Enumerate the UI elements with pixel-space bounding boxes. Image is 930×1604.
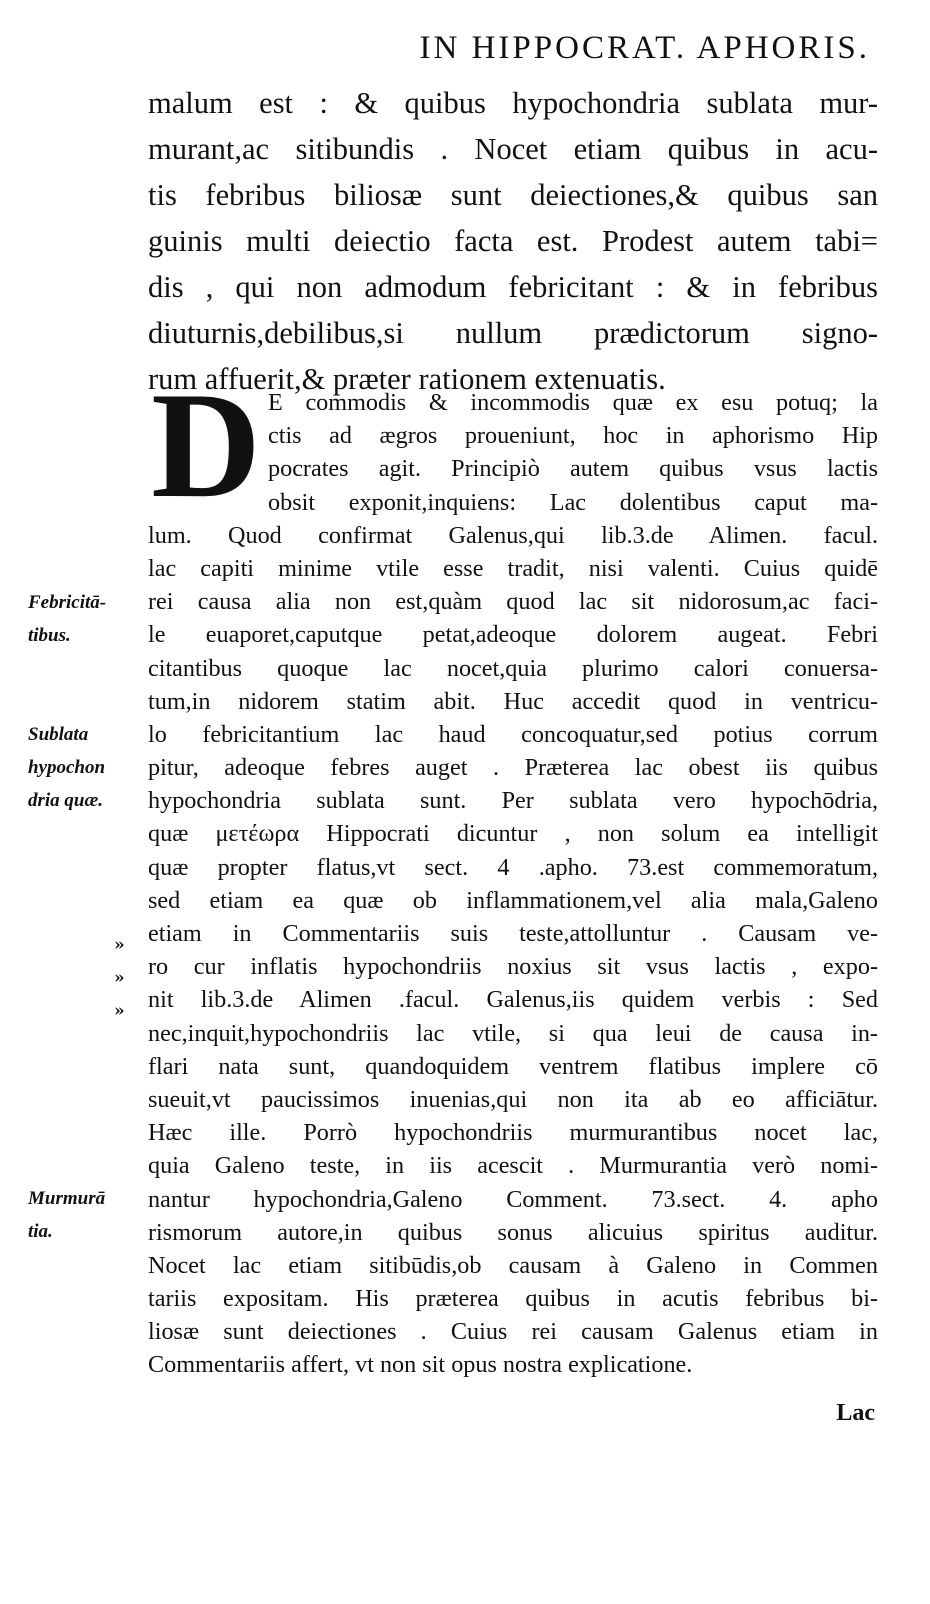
commentary-line: nec,inquit,hypochondriis lac vtile, si qua leui de causa in- bbox=[148, 1019, 878, 1047]
running-header: IN HIPPOCRAT. APHORIS. bbox=[419, 30, 870, 66]
commentary-line: pocrates agit. Principiò autem quibus vsus lactis bbox=[268, 455, 878, 483]
catchword: Lac bbox=[836, 1400, 875, 1426]
aphorism-line: tis febribus biliosæ sunt deiectiones,& quibus san bbox=[148, 178, 878, 212]
margin-note-sublata-hypochondria bbox=[28, 718, 140, 817]
commentary-line: lum. Quod confirmat Galenus,qui lib.3.de Alimen. facul. bbox=[148, 521, 878, 549]
commentary-line: le euaporet,caputque petat,adeoque dolorem augeat. Febri bbox=[148, 621, 878, 649]
commentary-line: tum,in nidorem statim abit. Huc accedit quod in ventricu- bbox=[148, 687, 878, 715]
margin-note-line: Murmurā bbox=[28, 1188, 106, 1209]
quotation-mark: » bbox=[114, 935, 125, 955]
commentary-line: etiam in Commentariis suis teste,attolluntur . Causam ve- bbox=[148, 920, 878, 947]
commentary-line: lo febricitantium lac haud concoquatur,sed potius corrum bbox=[148, 720, 878, 748]
commentary-line: ro cur inflatis hypochondriis noxius sit vsus lactis , expo- bbox=[148, 953, 878, 981]
commentary-line: liosæ sunt deiectiones . Cuius rei causam Galenus etiam in bbox=[148, 1318, 878, 1346]
aphorism-line: malum est : & quibus hypochondria sublata mur- bbox=[148, 86, 878, 120]
commentary-line: citantibus quoque lac nocet,quia plurimo calori conuersa- bbox=[148, 654, 878, 682]
commentary-line: rismorum autore,in quibus sonus alicuius spiritus auditur. bbox=[148, 1218, 878, 1246]
aphorism-line: murant,ac sitibundis . Nocet etiam quibus in acu- bbox=[148, 132, 878, 166]
margin-note-line: Febricitā- bbox=[28, 592, 107, 613]
commentary-line: quæ propter flatus,vt sect. 4 .apho. 73.est commemoratum, bbox=[148, 853, 878, 881]
commentary-line: lac capiti minime vtile esse tradit, nisi valenti. Cuius quidē bbox=[148, 554, 878, 582]
margin-note-line: tia. bbox=[28, 1221, 53, 1242]
commentary-line: Commentariis affert, vt non sit opus nostra explicatione. bbox=[148, 1351, 693, 1379]
commentary-line: Nocet lac etiam sitibūdis,ob causam à Galeno in Commen bbox=[148, 1251, 878, 1279]
margin-note-line: hypochon bbox=[28, 757, 106, 778]
commentary-line: hypochondria sublata sunt. Per sublata vero hypochōdria, bbox=[148, 787, 878, 815]
drop-cap-initial: D bbox=[151, 361, 261, 529]
margin-note-line: tibus. bbox=[28, 625, 71, 646]
commentary-line: flari nata sunt, quandoquidem ventrem flatibus implere cō bbox=[148, 1052, 878, 1080]
commentary-line: nantur hypochondria,Galeno Comment. 73.sect. 4. apho bbox=[148, 1185, 878, 1213]
margin-note-line: Sublata bbox=[28, 724, 89, 745]
commentary-line: quia Galeno teste, in iis acescit . Murmurantia verò nomi- bbox=[148, 1152, 878, 1180]
quotation-mark: » bbox=[114, 1001, 125, 1021]
aphorism-text bbox=[148, 80, 878, 402]
commentary-line: rei causa alia non est,quàm quod lac sit nidorosum,ac faci- bbox=[148, 588, 878, 616]
aphorism-line: dis , qui non admodum febricitant : & in febribus bbox=[148, 270, 878, 304]
margin-note-line: dria quæ. bbox=[28, 790, 103, 811]
margin-note-febricitantibus bbox=[28, 586, 140, 652]
commentary-line: E commodis & incommodis quæ ex esu potuq; la bbox=[268, 389, 878, 416]
commentary-line: pitur, adeoque febres auget . Præterea lac obest iis quibus bbox=[148, 754, 878, 782]
margin-note-murmurantia bbox=[28, 1182, 140, 1248]
commentary-line: sed etiam ea quæ ob inflammationem,vel alia mala,Galeno bbox=[148, 886, 878, 914]
commentary-line: Hæc ille. Porrò hypochondriis murmurantibus nocet lac, bbox=[148, 1119, 878, 1147]
commentary-line: nit lib.3.de Alimen .facul. Galenus,iis quidem verbis : Sed bbox=[148, 986, 878, 1014]
aphorism-line: rum affuerit,& præter rationem extenuatis. bbox=[148, 362, 666, 396]
commentary-line: ctis ad ægros proueniunt, hoc in aphorismo Hip bbox=[268, 422, 878, 450]
commentary-line: tariis expositam. His præterea quibus in acutis febribus bi- bbox=[148, 1285, 878, 1313]
commentary-line: sueuit,vt paucissimos inuenias,qui non ita ab eo afficiātur. bbox=[148, 1085, 878, 1113]
aphorism-line: diuturnis,debilibus,si nullum prædictorum signo- bbox=[148, 316, 878, 350]
commentary-line: obsit exponit,inquiens: Lac dolentibus caput ma- bbox=[268, 488, 878, 516]
aphorism-line: guinis multi deiectio facta est. Prodest autem tabi= bbox=[148, 224, 878, 258]
quotation-mark: » bbox=[114, 968, 125, 988]
commentary-line: quæ μετέωρα Hippocrati dicuntur , non solum ea intelligit bbox=[148, 820, 878, 848]
